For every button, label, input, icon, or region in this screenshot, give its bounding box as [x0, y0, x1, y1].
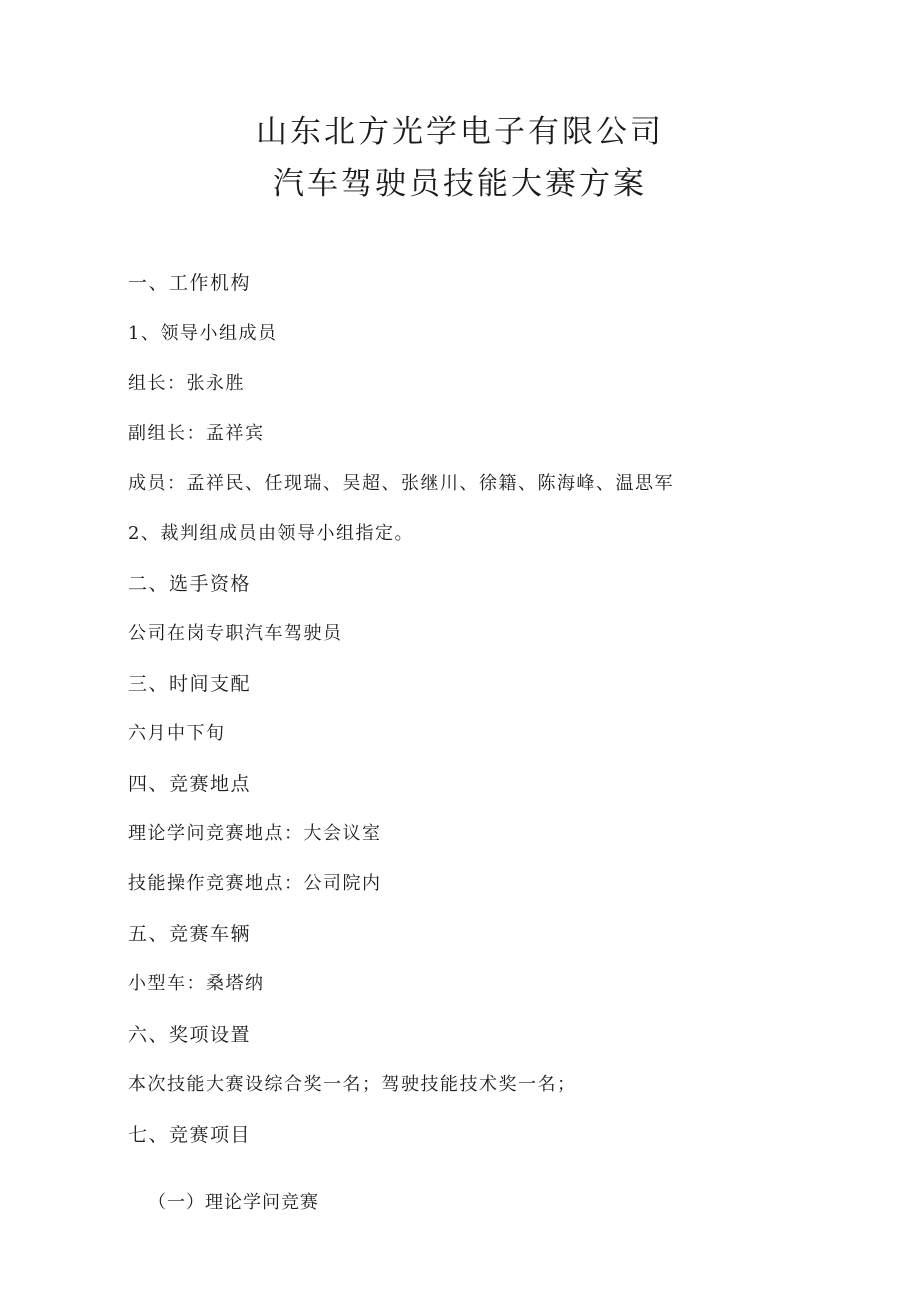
text-vehicles: 小型车：桑塔纳	[128, 973, 265, 994]
section-heading-awards: 六、奖项设置	[128, 1024, 252, 1046]
document-title-line-2: 汽车驾驶员技能大赛方案	[273, 166, 647, 202]
section-heading-schedule: 三、时间支配	[128, 673, 252, 695]
section-heading-vehicles: 五、竞赛车辆	[128, 923, 252, 945]
document-title-line-1: 山东北方光学电子有限公司	[256, 114, 664, 150]
section-heading-events: 七、竞赛项目	[128, 1124, 252, 1146]
section-heading-organization: 一、工作机构	[128, 272, 252, 294]
subsection-theory-competition: （一）理论学问竞赛	[148, 1192, 319, 1213]
text-qualification: 公司在岗专职汽车驾驶员	[128, 623, 343, 644]
text-awards: 本次技能大赛设综合奖一名；驾驶技能技术奖一名；	[128, 1074, 577, 1095]
text-theory-venue: 理论学问竞赛地点：大会议室	[128, 823, 382, 844]
subsection-leadership-group: 1、领导小组成员	[128, 323, 278, 344]
section-heading-venue: 四、竞赛地点	[128, 773, 252, 795]
subsection-judges: 2、裁判组成员由领导小组指定。	[128, 523, 414, 544]
section-heading-qualification: 二、选手资格	[128, 573, 252, 595]
text-practical-venue: 技能操作竞赛地点：公司院内	[128, 873, 382, 894]
text-deputy-leader: 副组长：孟祥宾	[128, 423, 265, 444]
text-schedule: 六月中下旬	[128, 723, 226, 744]
text-members: 成员：孟祥民、任现瑞、吴超、张继川、徐籍、陈海峰、温思军	[128, 473, 674, 494]
text-group-leader: 组长：张永胜	[128, 373, 245, 394]
